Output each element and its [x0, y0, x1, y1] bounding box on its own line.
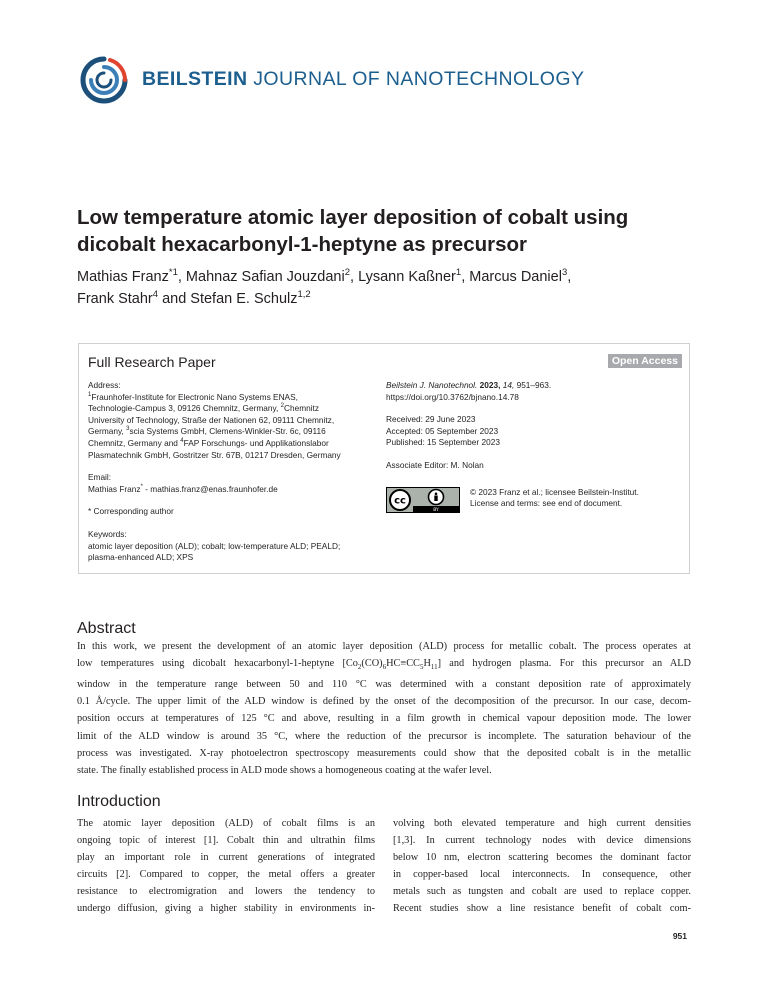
author-name[interactable]: Stefan E. Schulz — [190, 291, 298, 307]
sub-2: 2 — [357, 663, 362, 672]
journal-name[interactable] — [142, 68, 584, 91]
accepted-date: Accepted: 05 September 2023 — [386, 425, 499, 436]
intro-c2-line: volving both elevated temperature and high current densities — [393, 818, 691, 829]
article-info-box — [78, 343, 690, 574]
by-text: BY — [433, 507, 439, 513]
license-row — [386, 487, 682, 513]
author-name[interactable]: Frank Stahr — [77, 291, 153, 307]
abstract-line-2e: ] and hydrogen plasma. For this precursor an ALD — [437, 658, 691, 670]
abstract-line-2 — [77, 655, 691, 676]
keywords-label: Keywords: — [88, 528, 127, 539]
address-line-6: Plasmatechnik GmbH, Gostritzer Str. 67B, 01217 Dresden, Germany — [88, 449, 341, 460]
abstract-line-5: position occurs at temperatures of 125 °C and above, resulting in a film growth in chemical vapour deposition mode. The lower — [77, 713, 691, 725]
author-list — [77, 266, 697, 310]
affil-text-1: Fraunhofer-Institute for Electronic Nano Systems ENAS, — [91, 391, 298, 402]
page-number: 951 — [672, 931, 687, 941]
open-access-badge: Open Access — [608, 354, 682, 368]
sub-11: 11 — [430, 663, 438, 672]
article-title — [77, 204, 697, 258]
abstract-line-8: state. The finally established process in ALD mode shows a homogeneous coating at the wafer level. — [77, 764, 492, 776]
keywords-line-1: atomic layer deposition (ALD); cobalt; low-temperature ALD; PEALD; — [88, 540, 341, 551]
author-separator: , — [350, 269, 359, 285]
intro-c2-line: below 10 nm, electron scattering becomes the dominant factor — [393, 852, 691, 864]
info-left-column — [88, 380, 378, 564]
abstract-line-2c: HC≡CC — [386, 658, 420, 670]
journal-logo-icon — [80, 56, 128, 104]
sub-5: 5 — [419, 663, 424, 672]
authors-line-2 — [77, 288, 697, 310]
affil-scia: scia Systems GmbH, Clemens-Winkler-Str. 6c, 09116 — [129, 426, 326, 437]
author-name[interactable]: Marcus Daniel — [469, 269, 562, 285]
intro-c1-line: circuits [2]. Compared to copper, the metal offers a greater — [77, 869, 375, 881]
author-separator: and — [158, 291, 191, 307]
author-affiliation-sup: 1,2 — [297, 289, 311, 300]
intro-column-2 — [393, 815, 691, 918]
email-sup: * — [140, 483, 143, 490]
author-separator: , — [567, 269, 572, 285]
journal-name-bold: BEILSTEIN — [142, 68, 248, 90]
address-label: Address: — [88, 380, 121, 390]
sub-6: 6 — [382, 663, 387, 672]
affil-sup-1: 1 — [88, 391, 92, 398]
affil-sup-4: 4 — [180, 437, 184, 444]
title-line-1: Low temperature atomic layer deposition of cobalt using — [77, 206, 629, 229]
address-line-4 — [88, 426, 378, 438]
email-name: Mathias Franz — [88, 483, 141, 494]
intro-c1-line: The atomic layer deposition (ALD) of cobalt films is an — [77, 818, 375, 829]
citation-year: 2023, — [479, 380, 501, 390]
author-affiliation-sup: 1 — [455, 267, 462, 278]
citation-pages: 951–963. — [516, 380, 552, 390]
author-name[interactable]: Mathias Franz — [77, 269, 169, 285]
citation — [386, 380, 682, 392]
abstract-line-1: In this work, we present the development of an atomic layer deposition (ALD) process for metallic cobalt. The process operates at — [77, 641, 691, 652]
intro-c2-line: [1,3]. In current technology nodes with device dimensions — [393, 835, 691, 847]
abstract-line-3: window in the temperature range between 50 and 110 °C was determined with a constant deposition rate of approximately — [77, 679, 691, 691]
citation-volume: 14, — [502, 380, 515, 390]
abstract-line-4: 0.1 Å/cycle. The upper limit of the ALD window is defined by the onset of the decomposition of the precursor. In our case, decom- — [77, 696, 691, 708]
author-name[interactable]: Mahnaz Safian Jouzdani — [185, 269, 345, 285]
keywords-line-2: plasma-enhanced ALD; XPS — [88, 552, 194, 563]
author-separator: , — [177, 269, 186, 285]
published-date: Published: 15 September 2023 — [386, 437, 500, 448]
abstract-line-2d: H — [423, 658, 431, 670]
cc-by-license-icon[interactable] — [386, 487, 460, 513]
abstract-line-2a: low temperatures using dicobalt hexacarbonyl-1-heptyne [Co — [77, 658, 358, 670]
citation-journal: Beilstein J. Nanotechnol. — [386, 380, 478, 390]
intro-c1-line: resistance to electromigration and lowers the tendency to — [77, 886, 375, 898]
journal-name-rest: JOURNAL OF NANOTECHNOLOGY — [253, 68, 585, 90]
address-line-5 — [88, 438, 378, 450]
associate-editor: Associate Editor: M. Nolan — [386, 459, 484, 470]
abstract-body — [77, 638, 691, 779]
abstract-line-7: process was investigated. X-ray photoelectron spectroscopy measurements could show that the deposited cobalt is in the metallic — [77, 747, 691, 759]
article-type: Full Research Paper — [88, 354, 216, 370]
received-date: Received: 29 June 2023 — [386, 414, 476, 425]
affil-text-5: Chemnitz, Germany and — [88, 437, 181, 448]
email-line[interactable] — [88, 484, 378, 496]
title-line-2: dicobalt hexacarbonyl-1-heptyne as precursor — [77, 233, 527, 256]
author-affiliation-sup: 2 — [344, 267, 351, 278]
authors-line-1 — [77, 266, 697, 288]
author-separator: , — [461, 269, 470, 285]
intro-c1-line: ongoing topic of interest [1]. Cobalt thin and ultrathin films — [77, 835, 375, 847]
author-name[interactable]: Lysann Kaßner — [358, 269, 456, 285]
intro-c1-line: play an important role in current generations of integrated — [77, 852, 375, 864]
license-text — [470, 487, 639, 510]
email-address-link[interactable]: - mathias.franz@enas.fraunhofer.de — [142, 483, 278, 494]
intro-column-1 — [77, 815, 375, 918]
affil-fap: FAP Forschungs- und Applikationslabor — [183, 437, 329, 448]
affil-sup-3: 3 — [126, 426, 130, 433]
email-label: Email: — [88, 472, 112, 483]
author-affiliation-sup: 4 — [152, 289, 159, 300]
affil-sup-2: 2 — [280, 403, 284, 410]
author-affiliation-sup: *1 — [168, 267, 178, 278]
intro-c2-line: Recent studies show a line resistance benefit of cobalt com- — [393, 903, 691, 915]
intro-c2-line: metals such as tungsten and cobalt are used to replace copper. — [393, 886, 691, 898]
address-line-3: University of Technology, Straße der Nationen 62, 09111 Chemnitz, — [88, 414, 335, 425]
license-line-1: © 2023 Franz et al.; licensee Beilstein-Institut. — [470, 486, 639, 497]
address-line-1 — [88, 392, 378, 404]
corresponding-author-note: * Corresponding author — [88, 506, 174, 517]
address-line-2 — [88, 403, 378, 415]
abstract-line-6: limit of the ALD window is around 35 °C, where the reduction of the precursor is incomplete. The saturation behaviour of the — [77, 730, 691, 742]
abstract-heading: Abstract — [77, 620, 136, 637]
cc-text: cc — [394, 495, 406, 507]
affil-text-4: Germany, — [88, 426, 127, 437]
introduction-heading: Introduction — [77, 793, 161, 810]
author-affiliation-sup: 3 — [561, 267, 568, 278]
license-line-2[interactable]: License and terms: see end of document. — [470, 498, 623, 509]
doi-link[interactable]: https://doi.org/10.3762/bjnano.14.78 — [386, 391, 519, 402]
affil-chemnitz: Chemnitz — [283, 403, 320, 414]
intro-c1-line: undergo diffusion, giving a higher stability in environments in- — [77, 903, 375, 915]
intro-c2-line: in copper-based local interconnects. In consequence, other — [393, 869, 691, 881]
abstract-line-2b: (CO) — [361, 658, 383, 670]
info-right-column — [386, 380, 682, 513]
affil-text-2: Technologie-Campus 3, 09126 Chemnitz, Germany, — [88, 403, 281, 414]
